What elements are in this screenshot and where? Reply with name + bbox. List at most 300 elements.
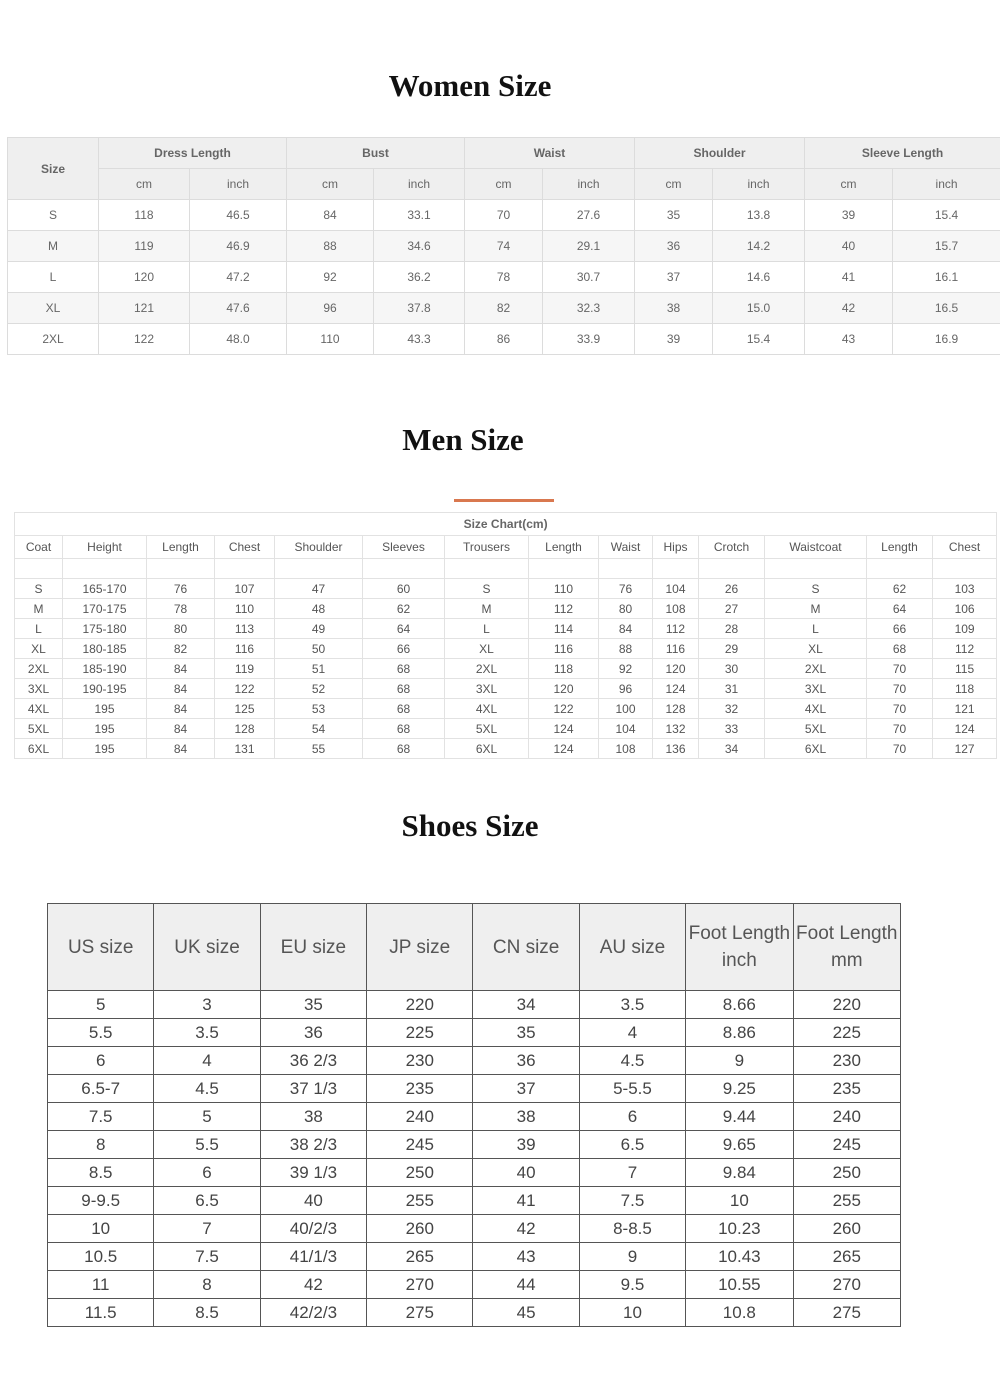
table-cell: 265: [793, 1243, 900, 1271]
table-cell: 48.0: [190, 324, 287, 355]
table-cell: 34: [699, 739, 765, 759]
table-cell: 4: [579, 1019, 685, 1047]
table-cell: 110: [529, 579, 599, 599]
empty-cell: [699, 559, 765, 579]
table-cell: 8: [154, 1271, 260, 1299]
table-cell: 225: [793, 1019, 900, 1047]
empty-cell: [147, 559, 215, 579]
table-cell: 84: [147, 699, 215, 719]
women-size-title: Women Size: [388, 68, 552, 103]
table-cell: 118: [529, 659, 599, 679]
table-cell: 8.86: [686, 1019, 793, 1047]
size-cell: 2XL: [8, 324, 99, 355]
table-row: [15, 579, 997, 599]
empty-cell: [363, 559, 445, 579]
table-cell: 88: [599, 639, 653, 659]
empty-cell: [765, 559, 867, 579]
table-cell: 5: [154, 1103, 260, 1131]
table-row: [15, 639, 997, 659]
table-cell: 53: [275, 699, 363, 719]
table-cell: 84: [147, 739, 215, 759]
column-header: Coat: [15, 536, 63, 559]
size-header: Size: [8, 138, 99, 200]
table-cell: 250: [793, 1159, 900, 1187]
table-cell: 116: [653, 639, 699, 659]
table-cell: 10.55: [686, 1271, 793, 1299]
table-cell: 4XL: [765, 699, 867, 719]
column-header: EU size: [260, 904, 366, 991]
table-cell: 76: [147, 579, 215, 599]
table-cell: 255: [793, 1187, 900, 1215]
table-cell: 15.7: [893, 231, 1000, 262]
table-cell: 124: [933, 719, 997, 739]
table-cell: 28: [699, 619, 765, 639]
table-cell: 270: [793, 1271, 900, 1299]
column-header: Length: [147, 536, 215, 559]
table-cell: 70: [867, 679, 933, 699]
table-cell: 11: [48, 1271, 154, 1299]
shoes-size-table: [47, 903, 901, 1327]
table-cell: 30.7: [543, 262, 635, 293]
table-cell: 120: [529, 679, 599, 699]
table-cell: 36: [635, 231, 713, 262]
table-cell: 185-190: [63, 659, 147, 679]
table-cell: 6.5: [579, 1131, 685, 1159]
table-cell: 84: [599, 619, 653, 639]
group-header: Shoulder: [635, 138, 805, 169]
table-cell: 114: [529, 619, 599, 639]
table-cell: 7.5: [154, 1243, 260, 1271]
table-cell: 37 1/3: [260, 1075, 366, 1103]
table-cell: 70: [867, 659, 933, 679]
table-row: [48, 1271, 901, 1299]
table-cell: 40: [473, 1159, 579, 1187]
table-cell: 270: [367, 1271, 473, 1299]
table-cell: 124: [529, 739, 599, 759]
table-cell: 5: [48, 991, 154, 1019]
table-cell: 44: [473, 1271, 579, 1299]
table-cell: 82: [465, 293, 543, 324]
table-cell: 13.8: [713, 200, 805, 231]
table-cell: 6: [579, 1103, 685, 1131]
table-cell: M: [765, 599, 867, 619]
table-cell: M: [445, 599, 529, 619]
table-cell: L: [15, 619, 63, 639]
table-cell: 195: [63, 719, 147, 739]
table-row: [48, 1159, 901, 1187]
table-cell: 4.5: [154, 1075, 260, 1103]
unit-header: cm: [465, 169, 543, 200]
table-cell: 170-175: [63, 599, 147, 619]
table-cell: 112: [529, 599, 599, 619]
table-cell: 110: [215, 599, 275, 619]
table-cell: 8.5: [154, 1299, 260, 1327]
table-cell: 15.0: [713, 293, 805, 324]
unit-header: cm: [99, 169, 190, 200]
table-cell: 41: [805, 262, 893, 293]
table-cell: 50: [275, 639, 363, 659]
men-size-table: [14, 512, 997, 759]
table-cell: XL: [15, 639, 63, 659]
table-row: [48, 1075, 901, 1103]
table-cell: 15.4: [713, 324, 805, 355]
table-cell: 70: [465, 200, 543, 231]
unit-header: inch: [893, 169, 1000, 200]
table-cell: 43: [473, 1243, 579, 1271]
column-header: Chest: [933, 536, 997, 559]
table-row: [8, 324, 1000, 355]
table-cell: 78: [147, 599, 215, 619]
table-cell: 35: [473, 1019, 579, 1047]
table-cell: 84: [147, 719, 215, 739]
table-cell: 2XL: [445, 659, 529, 679]
table-cell: 54: [275, 719, 363, 739]
table-cell: 180-185: [63, 639, 147, 659]
group-header: Waist: [465, 138, 635, 169]
table-cell: 35: [260, 991, 366, 1019]
table-cell: XL: [445, 639, 529, 659]
table-cell: S: [15, 579, 63, 599]
table-cell: 275: [793, 1299, 900, 1327]
table-cell: 16.1: [893, 262, 1000, 293]
table-cell: 76: [599, 579, 653, 599]
table-cell: 5XL: [765, 719, 867, 739]
table-cell: 37: [635, 262, 713, 293]
table-cell: 125: [215, 699, 275, 719]
table-cell: 9.25: [686, 1075, 793, 1103]
column-header: CN size: [473, 904, 579, 991]
table-cell: 80: [599, 599, 653, 619]
table-cell: 220: [793, 991, 900, 1019]
table-cell: 245: [367, 1131, 473, 1159]
table-cell: 3.5: [579, 991, 685, 1019]
table-cell: 9.65: [686, 1131, 793, 1159]
table-cell: 33: [699, 719, 765, 739]
table-cell: 26: [699, 579, 765, 599]
table-row: [8, 262, 1000, 293]
women-size-table: [7, 137, 1000, 355]
table-cell: 70: [867, 699, 933, 719]
empty-cell: [63, 559, 147, 579]
table-cell: 103: [933, 579, 997, 599]
table-cell: 86: [465, 324, 543, 355]
empty-cell: [445, 559, 529, 579]
table-cell: 43.3: [374, 324, 465, 355]
table-cell: 14.6: [713, 262, 805, 293]
table-cell: 42: [473, 1215, 579, 1243]
table-cell: 255: [367, 1187, 473, 1215]
table-row: [15, 619, 997, 639]
table-cell: 235: [793, 1075, 900, 1103]
table-cell: 47.2: [190, 262, 287, 293]
table-cell: 41/1/3: [260, 1243, 366, 1271]
empty-cell: [653, 559, 699, 579]
size-cell: S: [8, 200, 99, 231]
table-cell: 10: [686, 1187, 793, 1215]
table-cell: 124: [529, 719, 599, 739]
table-cell: 4XL: [445, 699, 529, 719]
column-header: JP size: [367, 904, 473, 991]
table-cell: 66: [363, 639, 445, 659]
table-cell: 120: [99, 262, 190, 293]
table-cell: 68: [867, 639, 933, 659]
table-cell: XL: [765, 639, 867, 659]
table-cell: 4.5: [579, 1047, 685, 1075]
table-cell: 9.84: [686, 1159, 793, 1187]
table-cell: 4: [154, 1047, 260, 1075]
table-row: [48, 1299, 901, 1327]
table-cell: 96: [599, 679, 653, 699]
table-row: [48, 1243, 901, 1271]
table-cell: 9: [686, 1047, 793, 1075]
table-cell: 39: [635, 324, 713, 355]
unit-header: inch: [190, 169, 287, 200]
table-cell: 15.4: [893, 200, 1000, 231]
table-cell: 35: [635, 200, 713, 231]
table-cell: 80: [147, 619, 215, 639]
table-cell: 78: [465, 262, 543, 293]
table-cell: 84: [147, 679, 215, 699]
column-header: UK size: [154, 904, 260, 991]
table-cell: 225: [367, 1019, 473, 1047]
table-row: [48, 1047, 901, 1075]
table-cell: 6XL: [765, 739, 867, 759]
table-row: [48, 1019, 901, 1047]
empty-cell: [933, 559, 997, 579]
table-cell: 31: [699, 679, 765, 699]
column-header: Crotch: [699, 536, 765, 559]
table-row: [48, 1215, 901, 1243]
table-cell: 265: [367, 1243, 473, 1271]
table-cell: 10.8: [686, 1299, 793, 1327]
table-cell: 74: [465, 231, 543, 262]
table-cell: 116: [529, 639, 599, 659]
table-cell: 120: [653, 659, 699, 679]
table-row: [8, 293, 1000, 324]
table-cell: 6: [154, 1159, 260, 1187]
table-cell: 60: [363, 579, 445, 599]
table-cell: 33.9: [543, 324, 635, 355]
column-header: Waist: [599, 536, 653, 559]
table-cell: 47: [275, 579, 363, 599]
table-cell: 37.8: [374, 293, 465, 324]
table-cell: 27: [699, 599, 765, 619]
size-cell: M: [8, 231, 99, 262]
table-cell: S: [765, 579, 867, 599]
column-header: Sleeves: [363, 536, 445, 559]
table-cell: 5.5: [48, 1019, 154, 1047]
table-cell: 6XL: [445, 739, 529, 759]
table-cell: 39 1/3: [260, 1159, 366, 1187]
table-cell: 119: [215, 659, 275, 679]
table-cell: 39: [473, 1131, 579, 1159]
table-cell: 70: [867, 739, 933, 759]
table-cell: 88: [287, 231, 374, 262]
table-cell: 62: [867, 579, 933, 599]
column-header: Hips: [653, 536, 699, 559]
table-cell: 66: [867, 619, 933, 639]
column-header: Foot Length mm: [793, 904, 900, 991]
table-cell: 8.66: [686, 991, 793, 1019]
table-cell: 41: [473, 1187, 579, 1215]
table-cell: 68: [363, 719, 445, 739]
table-cell: 36: [473, 1047, 579, 1075]
group-header: Sleeve Length: [805, 138, 1000, 169]
column-header: Height: [63, 536, 147, 559]
table-cell: 49: [275, 619, 363, 639]
table-cell: 48: [275, 599, 363, 619]
table-cell: 128: [215, 719, 275, 739]
table-cell: 39: [805, 200, 893, 231]
table-cell: 52: [275, 679, 363, 699]
table-cell: 68: [363, 739, 445, 759]
table-cell: 38: [473, 1103, 579, 1131]
table-row: [48, 1103, 901, 1131]
table-cell: 7: [154, 1215, 260, 1243]
shoes-size-title: Shoes Size: [401, 808, 539, 843]
table-cell: 47.6: [190, 293, 287, 324]
table-cell: 230: [367, 1047, 473, 1075]
table-cell: 100: [599, 699, 653, 719]
table-cell: 136: [653, 739, 699, 759]
table-cell: 42: [260, 1271, 366, 1299]
table-cell: 10: [48, 1215, 154, 1243]
column-header: Trousers: [445, 536, 529, 559]
table-cell: 34: [473, 991, 579, 1019]
table-cell: 190-195: [63, 679, 147, 699]
table-cell: 195: [63, 699, 147, 719]
table-cell: 6.5-7: [48, 1075, 154, 1103]
unit-header: inch: [374, 169, 465, 200]
table-cell: 235: [367, 1075, 473, 1103]
table-cell: 104: [599, 719, 653, 739]
empty-cell: [15, 559, 63, 579]
table-cell: 55: [275, 739, 363, 759]
table-cell: 4XL: [15, 699, 63, 719]
table-cell: 9.44: [686, 1103, 793, 1131]
table-cell: L: [765, 619, 867, 639]
table-cell: 106: [933, 599, 997, 619]
table-cell: S: [445, 579, 529, 599]
table-cell: 10.5: [48, 1243, 154, 1271]
table-cell: 6: [48, 1047, 154, 1075]
table-cell: 175-180: [63, 619, 147, 639]
table-cell: 40: [260, 1187, 366, 1215]
table-cell: 124: [653, 679, 699, 699]
table-cell: 33.1: [374, 200, 465, 231]
table-cell: 40: [805, 231, 893, 262]
table-cell: 128: [653, 699, 699, 719]
unit-header: cm: [287, 169, 374, 200]
column-header: Waistcoat: [765, 536, 867, 559]
table-cell: 220: [367, 991, 473, 1019]
unit-header: cm: [805, 169, 893, 200]
column-header: Length: [867, 536, 933, 559]
table-cell: 3XL: [445, 679, 529, 699]
table-cell: 8-8.5: [579, 1215, 685, 1243]
table-cell: 2XL: [765, 659, 867, 679]
table-cell: 112: [653, 619, 699, 639]
table-cell: 116: [215, 639, 275, 659]
table-row: [15, 679, 997, 699]
table-cell: 5XL: [15, 719, 63, 739]
table-cell: 5.5: [154, 1131, 260, 1159]
table-cell: 51: [275, 659, 363, 679]
table-cell: 127: [933, 739, 997, 759]
table-cell: 64: [867, 599, 933, 619]
table-cell: 121: [99, 293, 190, 324]
table-cell: 165-170: [63, 579, 147, 599]
empty-cell: [529, 559, 599, 579]
table-cell: 115: [933, 659, 997, 679]
table-cell: 36.2: [374, 262, 465, 293]
table-cell: 240: [367, 1103, 473, 1131]
table-cell: 260: [367, 1215, 473, 1243]
unit-header: inch: [713, 169, 805, 200]
table-cell: 14.2: [713, 231, 805, 262]
table-cell: 38: [635, 293, 713, 324]
table-cell: 7.5: [48, 1103, 154, 1131]
men-size-title: Men Size: [402, 422, 524, 457]
table-cell: 122: [99, 324, 190, 355]
table-cell: 42/2/3: [260, 1299, 366, 1327]
table-cell: 29: [699, 639, 765, 659]
group-header: Bust: [287, 138, 465, 169]
table-cell: 3.5: [154, 1019, 260, 1047]
table-cell: 6XL: [15, 739, 63, 759]
table-cell: 27.6: [543, 200, 635, 231]
table-cell: 131: [215, 739, 275, 759]
table-cell: 38 2/3: [260, 1131, 366, 1159]
table-cell: 5XL: [445, 719, 529, 739]
empty-cell: [215, 559, 275, 579]
table-cell: 2XL: [15, 659, 63, 679]
table-cell: 6.5: [154, 1187, 260, 1215]
table-cell: 84: [287, 200, 374, 231]
table-cell: 132: [653, 719, 699, 739]
size-cell: XL: [8, 293, 99, 324]
table-cell: 9.5: [579, 1271, 685, 1299]
empty-cell: [867, 559, 933, 579]
table-cell: 7.5: [579, 1187, 685, 1215]
table-cell: 68: [363, 659, 445, 679]
table-cell: 230: [793, 1047, 900, 1075]
table-cell: 108: [599, 739, 653, 759]
table-cell: 107: [215, 579, 275, 599]
table-cell: 42: [805, 293, 893, 324]
table-cell: 275: [367, 1299, 473, 1327]
table-cell: 112: [933, 639, 997, 659]
table-cell: 109: [933, 619, 997, 639]
table-cell: 110: [287, 324, 374, 355]
table-cell: 84: [147, 659, 215, 679]
size-chart-caption: Size Chart(cm): [15, 513, 997, 536]
table-cell: 9: [579, 1243, 685, 1271]
table-row: [48, 1187, 901, 1215]
blank-row: [15, 559, 997, 579]
table-cell: 7: [579, 1159, 685, 1187]
table-cell: 5-5.5: [579, 1075, 685, 1103]
table-cell: 10: [579, 1299, 685, 1327]
table-row: [15, 719, 997, 739]
table-cell: 118: [933, 679, 997, 699]
table-cell: 10.43: [686, 1243, 793, 1271]
table-cell: 8.5: [48, 1159, 154, 1187]
column-header: AU size: [579, 904, 685, 991]
table-row: [15, 599, 997, 619]
table-cell: 30: [699, 659, 765, 679]
table-cell: 8: [48, 1131, 154, 1159]
